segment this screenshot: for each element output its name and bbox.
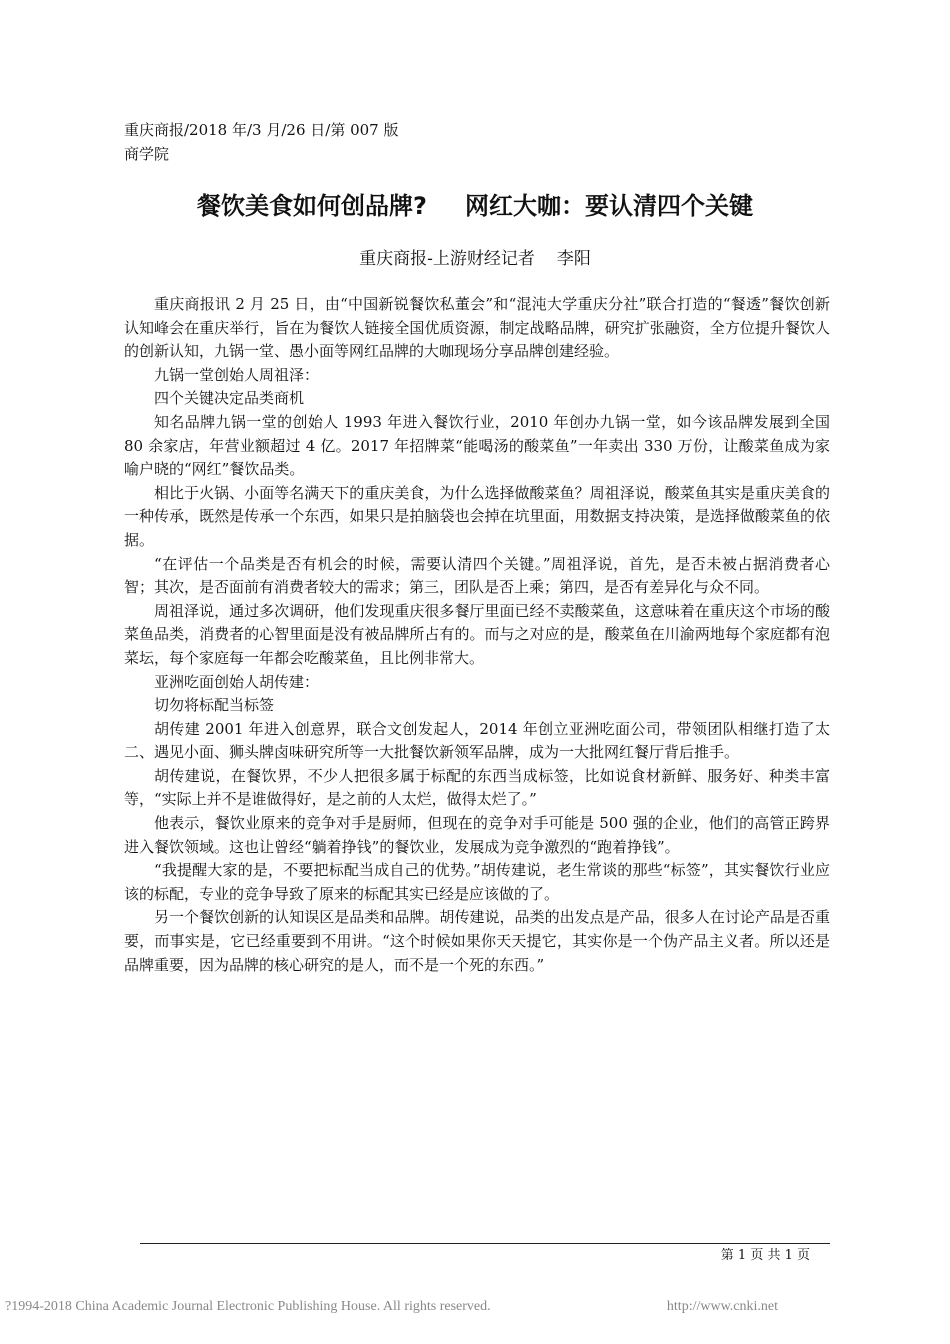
copyright-bar	[0, 1296, 950, 1318]
section-heading-speaker: 亚洲吃面创始人胡传建：	[154, 672, 320, 691]
byline-outlet: 重庆商报-上游财经记者	[359, 249, 535, 269]
article-body	[124, 293, 830, 977]
paragraph: “在评估一个品类是否有机会的时候，需要认清四个关键。”周祖泽说，首先，是否未被占据消费者心智；其次，是否面前有消费者较大的需求；第三，团队是否上乘；第四，是否有差异化与众不同。	[124, 554, 830, 597]
column-name: 商学院	[124, 145, 170, 163]
source-line: 重庆商报/2018 年/3 月/26 日/第 007 版	[124, 121, 399, 139]
title-part-1: 餐饮美食如何创品牌?	[197, 192, 427, 220]
paragraph: 周祖泽说，通过多次调研，他们发现重庆很多餐厅里面已经不卖酸菜鱼，这意味着在重庆这个市场的酸菜鱼品类，消费者的心智里面是没有被品牌所占有的。而与之对应的是，酸菜鱼在川渝两地每个家庭都有泡菜坛，每个家庭每一年都会吃酸菜鱼，且比例非常大。	[124, 601, 830, 667]
paragraph: 他表示，餐饮业原来的竞争对手是厨师，但现在的竞争对手可能是 500 强的企业，他们的高管正跨界进入餐饮领域。这也让曾经“躺着挣钱”的餐饮业，发展成为竞争激烈的“跑着挣钱”。	[124, 814, 830, 856]
paragraph: 知名品牌九锅一堂的创始人 1993 年进入餐饮行业，2010 年创办九锅一堂，如今该品牌发展到全国 80 余家店，年营业额超过 4 亿。2017 年招牌菜“能喝汤的酸菜鱼”一年卖出 330 万份，让酸菜鱼成为家喻户晓的“网红”餐饮品类。	[124, 412, 830, 479]
paragraph: 相比于火锅、小面等名满天下的重庆美食，为什么选择做酸菜鱼？周祖泽说，酸菜鱼其实是重庆美食的一种传承，既然是传承一个东西，如果只是拍脑袋也会掉在坑里面，用数据支持决策，是选择做酸菜鱼的依据。	[124, 483, 830, 549]
cnki-url: http://www.cnki.net	[666, 1299, 778, 1314]
paragraph: 胡传建说，在餐饮界，不少人把很多属于标配的东西当成标签，比如说食材新鲜、服务好、种类丰富等，“实际上并不是谁做得好，是之前的人太烂，做得太烂了。”	[124, 766, 830, 809]
footer-divider	[140, 1243, 830, 1244]
paragraph: “我提醒大家的是，不要把标配当成自己的优势。”胡传建说，老生常谈的那些“标签”，其实餐饮行业应该的标配，专业的竞争导致了原来的标配其实已经是应该做的了。	[124, 861, 830, 903]
article-meta	[124, 118, 399, 166]
byline-author: 李阳	[556, 249, 591, 269]
byline	[0, 247, 950, 271]
paragraph: 胡传建 2001 年进入创意界，联合文创发起人，2014 年创立亚洲吃面公司，带领团队相继打造了太二、遇见小面、狮头牌卤味研究所等一大批餐饮新领军品牌，成为一大批网红餐厅背后推手。	[124, 719, 830, 762]
copyright-notice: ?1994-2018 China Academic Journal Electronic Publishing House. All rights reserved.	[5, 1299, 491, 1314]
page-number: 第 1 页 共 1 页	[720, 1248, 810, 1263]
section-heading-topic: 四个关键决定品类商机	[154, 389, 305, 408]
section-heading-topic: 切勿将标配当标签	[154, 696, 275, 715]
article-title	[0, 190, 950, 222]
paragraph: 另一个餐饮创新的认知误区是品类和品牌。胡传建说，品类的出发点是产品，很多人在讨论产品是否重要，而事实是，它已经重要到不用讲。“这个时候如果你天天提它，其实你是一个伪产品主义者。所以还是品牌重要，因为品牌的核心研究的是人，而不是一个死的东西。”	[124, 908, 830, 974]
paragraph: 重庆商报讯 2 月 25 日，由“中国新锐餐饮私董会”和“混沌大学重庆分社”联合打造的“餐透”餐饮创新认知峰会在重庆举行，旨在为餐饮人链接全国优质资源，制定战略品牌，研究扩张融资，全方位提升餐饮人的创新认知，九锅一堂、愚小面等网红品牌的大咖现场分享品牌创建经验。	[124, 295, 830, 361]
title-part-2: 网红大咖：要认清四个关键	[464, 192, 753, 220]
section-heading-speaker: 九锅一堂创始人周祖泽：	[154, 365, 320, 384]
